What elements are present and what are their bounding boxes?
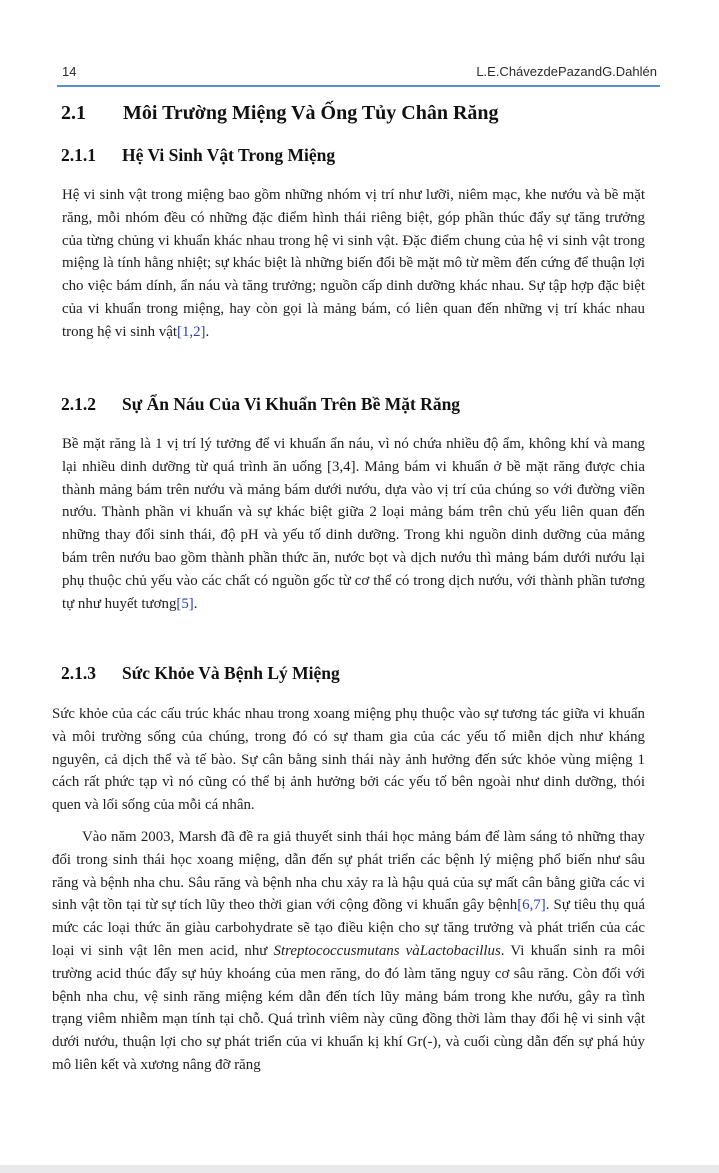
paragraph-end: .	[193, 595, 198, 612]
section-number: 2.1	[61, 102, 86, 124]
paragraph-end: .	[205, 323, 210, 340]
paragraph-text: Sức khỏe của các cấu trúc khác nhau trong xoang miệng phụ thuộc vào sự tương tác giữa vi khuẩn và môi trường sống của chúng, trong đó có sự tham gia của các yếu tố miễn dịch như kháng nguyên, cả dịch thể và tế bào. Sự cân bằng sinh thái này ảnh hưởng đến sức khỏe vùng miệng 1 cách rất phức tạp vì nó cũng có thể bị ảnh hưởng bởi các yếu tố bên ngoài như dinh dưỡng, thói quen và lối sống của mỗi cá nhân.	[52, 706, 645, 814]
header-rule	[57, 85, 660, 87]
citation-link[interactable]: [1,2]	[176, 323, 206, 340]
subsection-title: Hệ Vi Sinh Vật Trong Miệng	[122, 145, 336, 165]
section-heading	[61, 102, 499, 125]
subsection-title: Sự Ẩn Náu Của Vi Khuẩn Trên Bề Mặt Răng	[122, 394, 461, 414]
viewer-bottom-strip	[0, 1165, 719, 1173]
paragraph-text-a: Vào năm 2003, Marsh đã đề ra giả thuyết sinh thái học mảng bám để làm sáng tỏ những thay đổi trong sinh thái học xoang miệng, dẫn đến sự phát triển các bệnh lý miệng phổ biến như sâu răng và bệnh nha chu. Sâu răng và bệnh nha chu xảy ra là hậu quả của sự mất cân bằng giữa các vi sinh vật tồn tại từ sự tích lũy theo thời gian với cộng đồng vi khuẩn gây bệnh	[52, 829, 645, 914]
section-title: Môi Trường Miệng Và Ống Tủy Chân Răng	[123, 102, 499, 124]
citation-link[interactable]: [6,7]	[517, 897, 546, 914]
subsection-heading-2-1-1	[61, 145, 335, 166]
citation-link[interactable]: [5]	[176, 595, 194, 612]
species-names-italic: Streptococcusmutans vàLactobacillus	[273, 942, 501, 959]
subsection-number: 2.1.3	[61, 663, 96, 683]
running-head-authors: L.E.ChávezdePazandG.Dahlén	[476, 64, 657, 79]
subsection-number: 2.1.2	[61, 394, 96, 414]
paragraph-2-1-3-first	[52, 703, 645, 817]
paragraph-2-1-3-second	[52, 826, 645, 1077]
subsection-number: 2.1.1	[61, 145, 96, 165]
paragraph-2-1-2	[62, 433, 645, 615]
subsection-title: Sức Khỏe Và Bệnh Lý Miệng	[122, 663, 340, 683]
paragraph-text: Hệ vi sinh vật trong miệng bao gồm những nhóm vị trí như lưỡi, niêm mạc, khe nướu và bề mặt răng, mỗi nhóm đều có những đặc điểm hình thái riêng biệt, góp phần thúc đẩy sự tăng trưởng của từng chủng vi khuẩn khác nhau trong hệ vi sinh vật. Đặc điểm chung của hệ vi sinh vật trong miệng là tính hằng nhiệt; sự khác biệt là những biến đổi bề mặt mô từ mềm đến cứng để thuận lợi cho việc bám dính, ẩn náu và tăng trưởng; nguồn cấp dinh dưỡng khác nhau. Sự tập hợp đặc biệt của vi khuẩn trong miệng, hay còn gọi là mảng bám, có liên quan đến những vị trí khác nhau trong hệ vi sinh vật	[62, 187, 645, 340]
subsection-heading-2-1-3	[61, 663, 340, 684]
paragraph-text-c: . Vi khuẩn sinh ra môi trường acid thúc đẩy sự hủy khoáng của men răng, do đó làm tăng nguy cơ sâu răng. Còn đối với bệnh nha chu, vệ sinh răng miệng kém dẫn đến tích lũy mảng bám trong khe nướu, gây ra tình trạng viêm nhiễm mạn tính tại chỗ. Quá trình viêm này cũng đồng thời làm thay đổi hệ vi sinh vật dưới nướu, thuận lợi cho sự phát triển của vi khuẩn kị khí Gr(-), và cuối cùng dẫn đến sự phá hủy mô liên kết và xương nâng đỡ răng	[52, 942, 645, 1073]
subsection-heading-2-1-2	[61, 394, 460, 415]
paragraph-2-1-1	[62, 184, 645, 344]
paragraph-text-b: . Sự tiêu thụ quá mức các loại thức ăn giàu carbohydrate sẽ tạo điều kiện cho sự tăng trưởng và phát triển của các loại vi sinh vật lên men acid, như	[52, 897, 646, 959]
page-number: 14	[62, 64, 77, 79]
paragraph-text: Bề mặt răng là 1 vị trí lý tưởng để vi khuẩn ẩn náu, vì nó chứa nhiều độ ẩm, không khí và mang lại nhiều dinh dưỡng từ quá trình ăn uống [3,4]. Mảng bám vi khuẩn ở bề mặt răng được chia thành mảng bám trên nướu và mảng bám dưới nướu, dựa vào vị trí của chúng so với đường viền nướu. Thành phần vi khuẩn và sự khác biệt giữa 2 loại mảng bám trên chủ yếu liên quan đến những thay đổi sinh thái, độ pH và yếu tố dinh dưỡng. Trong khi nguồn dinh dưỡng của mảng bám trên nướu bao gồm thành phần thức ăn, nước bọt và dịch nướu thì mảng bám dưới nướu lại phụ thuộc chủ yếu vào các chất có nguồn gốc từ cơ thể có trong dịch nướu, với thành phần tương tự như huyết tương	[62, 436, 645, 612]
